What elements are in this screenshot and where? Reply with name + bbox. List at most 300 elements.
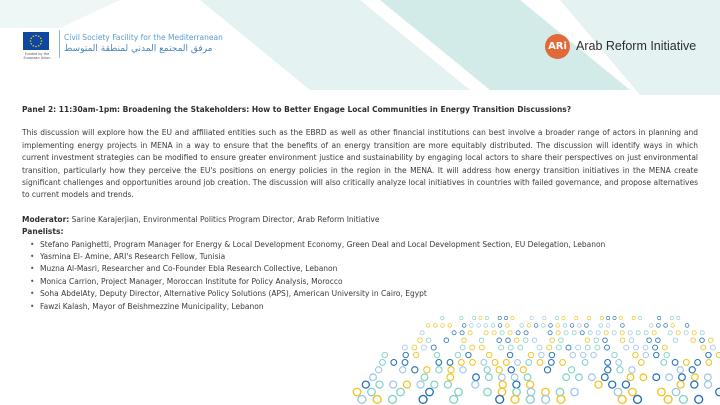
- panelist-text: Monica Carrion, Project Manager, Moroccan Institute for Policy Analysis, Morocco: [40, 276, 343, 286]
- globe-dot: [491, 324, 495, 328]
- globe-dot: [492, 331, 496, 335]
- list-item: [30, 301, 698, 313]
- globe-dot: [691, 381, 698, 388]
- globe-dot: [485, 316, 488, 319]
- globe-dot: [492, 359, 498, 365]
- globe-dot: [647, 338, 652, 343]
- globe-dot: [704, 381, 711, 388]
- globe-dot: [657, 324, 661, 328]
- panelists-list: [22, 239, 698, 313]
- eu-flag-icon: [23, 32, 49, 50]
- globe-dot: [462, 338, 467, 343]
- globe-dot: [550, 338, 555, 343]
- globe-dot: [537, 345, 542, 350]
- bullet-icon: •: [30, 252, 35, 262]
- globe-dot: [706, 352, 711, 357]
- eu-star-icon: [30, 40, 32, 42]
- globe-dot: [370, 374, 377, 381]
- globe-dot: [498, 316, 501, 319]
- globe-dot: [403, 352, 408, 357]
- globe-dot: [426, 338, 431, 343]
- globe-dot: [700, 331, 704, 335]
- globe-dot: [506, 338, 511, 343]
- bullet-icon: •: [30, 301, 35, 311]
- globe-dot: [636, 331, 640, 335]
- globe-dot: [515, 359, 521, 365]
- globe-dot: [524, 331, 528, 335]
- globe-dot: [390, 381, 397, 388]
- globe-dot: [497, 338, 502, 343]
- globe-dot: [541, 324, 545, 328]
- globe-dot: [679, 395, 687, 403]
- globe-dot: [441, 316, 444, 319]
- globe-dot: [556, 324, 560, 328]
- globe-dot: [614, 388, 622, 396]
- globe-dot: [677, 381, 684, 388]
- globe-dot: [527, 381, 534, 388]
- globe-dot: [532, 338, 537, 343]
- globe-dot: [419, 395, 427, 403]
- globe-dot: [524, 374, 531, 381]
- globe-dot: [562, 316, 565, 319]
- globe-dot: [412, 345, 417, 350]
- globe-dot: [638, 359, 644, 365]
- globe-dot: [447, 374, 454, 381]
- globe-dot: [543, 316, 546, 319]
- globe-dot: [673, 338, 678, 343]
- ari-logo-icon: ARi: [545, 34, 570, 59]
- globe-dot: [704, 374, 711, 381]
- globe-dot: [653, 345, 658, 350]
- globe-dot: [676, 331, 680, 335]
- globe-dot: [595, 381, 602, 388]
- bullet-icon: •: [30, 276, 35, 286]
- globe-dot: [441, 324, 445, 328]
- globe-dot: [692, 331, 696, 335]
- globe-dot: [362, 381, 369, 388]
- globe-dot: [599, 324, 603, 328]
- globe-dot: [668, 331, 672, 335]
- globe-dot: [470, 345, 475, 350]
- bullet-icon: •: [30, 289, 35, 299]
- globe-dot: [496, 395, 504, 403]
- eu-star-icon: [30, 38, 32, 40]
- eu-caption: Funded by the European Union: [23, 52, 51, 60]
- globe-dot: [570, 352, 575, 357]
- globe-dot: [654, 352, 659, 357]
- globe-dot: [436, 359, 442, 365]
- globe-dot: [589, 374, 596, 381]
- globe-dot: [685, 324, 689, 328]
- globe-dot: [526, 395, 534, 403]
- globe-dot: [389, 395, 397, 403]
- globe-dot: [557, 395, 565, 403]
- globe-dot: [444, 381, 451, 388]
- globe-dot: [539, 352, 544, 357]
- panel-title: Panel 2: 11:30am-1pm: Broadening the Stakeholders: How to Better Engage Local Communities in Energy Transition Discussions?: [22, 105, 572, 114]
- globe-dot: [559, 338, 564, 343]
- globe-dot: [548, 331, 552, 335]
- globe-dot: [700, 338, 705, 343]
- globe-dot: [424, 367, 430, 373]
- eu-star-icon: [30, 43, 32, 45]
- globe-dot: [484, 324, 488, 328]
- globe-dot: [594, 338, 599, 343]
- list-item: [30, 288, 698, 300]
- panel-description: This discussion will explore how the EU and affiliated entities such as the EBRD as well as other financial institutions can best involve a broader range of actors in planning and implementing energy projects in MENA in a way to ensure that the benefits of an energy transition are more equitably distributed. The discussion will identify ways in which current investment strategies can be modified to ensure greater environment justice and sustainability by engaging local actors to share their perspectives on just environmental transition, particularly how they perceive the EU's positions on energy policies in the region in the MENA. It will address how energy transition initiatives in the MENA create significant challenges and opportunities around job creation. The discussion will also critically analyze local initiatives in countries with failed governance, and propose alternatives to current models and trends.: [22, 128, 698, 200]
- globe-dot: [511, 374, 518, 381]
- globe-dot: [571, 388, 579, 396]
- panelist-text: Soha AbdelAty, Deputy Director, Alternative Policy Solutions (APS), American University in Cairo, Egypt: [40, 289, 427, 299]
- globe-dot: [679, 374, 686, 381]
- globe-dot: [619, 316, 622, 319]
- globe-dot: [508, 331, 512, 335]
- globe-dot: [496, 367, 502, 373]
- eu-star-icon: [35, 35, 37, 37]
- globe-dot: [706, 359, 712, 365]
- globe-dot: [479, 338, 484, 343]
- globe-dot: [508, 367, 514, 373]
- globe-dot: [672, 388, 680, 396]
- globe-dot: [643, 352, 648, 357]
- globe-dot: [580, 331, 584, 335]
- globe-dot: [640, 374, 647, 381]
- globe-dot: [606, 316, 609, 319]
- globe-dot: [591, 352, 596, 357]
- globe-dot: [618, 395, 626, 403]
- globe-dot: [701, 345, 706, 350]
- globe-dot: [507, 352, 512, 357]
- globe-dot: [450, 395, 458, 403]
- globe-dot: [511, 316, 514, 319]
- globe-dot: [523, 338, 528, 343]
- globe-dot: [417, 381, 424, 388]
- globe-dot: [633, 345, 638, 350]
- globe-dot: [716, 388, 720, 396]
- globe-dot: [604, 331, 608, 335]
- globe-dot: [400, 367, 406, 373]
- eu-star-icon: [38, 45, 40, 47]
- logo-divider: [59, 30, 60, 58]
- globe-dot: [513, 388, 521, 396]
- eu-star-icon: [33, 45, 35, 47]
- dot-globe-graphic: [353, 316, 720, 403]
- globe-dot: [563, 374, 570, 381]
- globe-dot: [472, 381, 479, 388]
- header: [0, 0, 720, 90]
- globe-dot: [588, 331, 592, 335]
- globe-dot: [605, 367, 611, 373]
- globe-dot: [353, 388, 361, 396]
- panelist-text: Yasmina El- Amine, ARI's Research Fellow, Tunisia: [40, 252, 226, 262]
- globe-dot: [520, 324, 524, 328]
- globe-dot: [563, 324, 567, 328]
- globe-dot: [638, 316, 641, 319]
- globe-dot: [434, 324, 438, 328]
- globe-dot: [380, 359, 386, 365]
- globe-dot: [436, 367, 442, 373]
- ari-name: Arab Reform Initiative: [576, 39, 697, 53]
- globe-dot: [661, 359, 667, 365]
- bullet-icon: •: [30, 264, 35, 274]
- globe-dot: [613, 316, 616, 319]
- eu-star-icon: [40, 43, 42, 45]
- globe-dot: [376, 381, 383, 388]
- globe-dot: [403, 381, 410, 388]
- globe-dot: [629, 367, 635, 373]
- globe-dot: [576, 345, 581, 350]
- globe-dot: [677, 316, 680, 319]
- globe-dot: [479, 316, 482, 319]
- globe-dot: [644, 331, 648, 335]
- globe-dot: [606, 324, 610, 328]
- moderator-label: Moderator:: [22, 214, 70, 224]
- globe-dot: [664, 352, 669, 357]
- eu-star-icon: [35, 46, 37, 48]
- panel-content: [22, 104, 698, 313]
- globe-dot: [620, 338, 625, 343]
- globe-dot: [447, 359, 453, 365]
- globe-dot: [473, 374, 480, 381]
- globe-dot: [426, 324, 430, 328]
- globe-dot: [520, 367, 526, 373]
- globe-dot: [375, 367, 381, 373]
- globe-dot: [473, 316, 476, 319]
- globe-dot: [515, 338, 520, 343]
- globe-dot: [556, 331, 560, 335]
- globe-dot: [448, 367, 454, 373]
- globe-dot: [530, 316, 533, 319]
- globe-dot: [587, 316, 590, 319]
- globe-dot: [601, 374, 608, 381]
- list-item: [30, 276, 698, 288]
- csf-name-arabic: مرفق المجتمع المدني لمنطقة المتوسط: [64, 44, 213, 54]
- globe-dot: [458, 359, 464, 365]
- globe-dot: [391, 359, 397, 365]
- globe-dot: [672, 359, 678, 365]
- globe-dot: [516, 331, 520, 335]
- globe-dot: [628, 331, 632, 335]
- globe-dot: [710, 345, 715, 350]
- globe-dot: [527, 324, 531, 328]
- globe-dot: [455, 352, 460, 357]
- globe-dot: [503, 359, 509, 365]
- globe-dot: [677, 367, 683, 373]
- globe-dot: [612, 352, 617, 357]
- globe-dot: [487, 352, 492, 357]
- eu-star-icon: [40, 38, 42, 40]
- list-item: [30, 263, 698, 275]
- globe-dot: [500, 331, 504, 335]
- globe-dot: [643, 345, 648, 350]
- globe-dot: [570, 324, 574, 328]
- globe-dot: [460, 367, 466, 373]
- eu-star-icon: [38, 35, 40, 37]
- globe-dot: [649, 324, 653, 328]
- globe-dot: [683, 359, 689, 365]
- globe-dot: [595, 345, 600, 350]
- globe-dot: [368, 388, 376, 396]
- globe-dot: [634, 395, 642, 403]
- globe-dot: [511, 395, 519, 403]
- globe-dot: [556, 345, 561, 350]
- bullet-icon: •: [30, 239, 35, 249]
- globe-dot: [596, 331, 600, 335]
- globe-dot: [555, 316, 558, 319]
- globe-dot: [477, 324, 481, 328]
- globe-dot: [627, 374, 634, 381]
- globe-dot: [656, 338, 661, 343]
- globe-dot: [716, 352, 720, 357]
- globe-dot: [542, 388, 550, 396]
- globe-dot: [603, 338, 608, 343]
- globe-dot: [421, 374, 428, 381]
- globe-dot: [691, 338, 696, 343]
- panelist-text: Fawzi Kalash, Mayor of Beishmezzine Municipality, Lebanon: [40, 301, 264, 311]
- globe-dot: [671, 324, 675, 328]
- globe-dot: [498, 374, 505, 381]
- csf-name-english: Civil Society Facility for the Mediterranean: [64, 33, 223, 42]
- globe-dot: [534, 324, 538, 328]
- globe-dot: [605, 345, 610, 350]
- panelist-text: Stefano Panighetti, Program Manager for Energy & Local Development Economy, Green Deal and Local Development Section, EU Delegation, Lebanon: [40, 239, 606, 249]
- globe-dot: [581, 352, 586, 357]
- globe-dot: [629, 338, 634, 343]
- globe-dot: [382, 352, 387, 357]
- globe-dot: [653, 374, 660, 381]
- globe-dot: [486, 374, 493, 381]
- globe-dot: [460, 345, 465, 350]
- globe-dot: [528, 352, 533, 357]
- globe-dot: [542, 395, 550, 403]
- globe-dot: [434, 352, 439, 357]
- globe-dot: [689, 367, 695, 373]
- globe-dot: [658, 388, 666, 396]
- moderator-line: [22, 214, 698, 226]
- list-item: [30, 239, 698, 251]
- globe-dot: [499, 381, 506, 388]
- globe-dot: [498, 324, 502, 328]
- globe-dot: [695, 395, 703, 403]
- globe-dot: [549, 352, 554, 357]
- globe-dot: [548, 359, 554, 365]
- globe-dot: [470, 324, 474, 328]
- globe-dot: [484, 331, 488, 335]
- globe-dot: [426, 388, 434, 396]
- globe-dot: [709, 338, 714, 343]
- globe-dot: [692, 374, 699, 381]
- globe-dot: [564, 331, 568, 335]
- globe-dot: [455, 388, 463, 396]
- globe-dot: [418, 338, 423, 343]
- globe-dot: [373, 395, 381, 403]
- globe-dot: [448, 324, 452, 328]
- globe-dot: [605, 359, 611, 365]
- globe-dot: [402, 345, 407, 350]
- globe-dot: [576, 374, 583, 381]
- list-item: [30, 251, 698, 263]
- globe-dot: [499, 345, 504, 350]
- globe-dot: [585, 324, 589, 328]
- globe-dot: [577, 324, 581, 328]
- globe-dot: [431, 345, 436, 350]
- globe-dot: [422, 345, 427, 350]
- globe-dot: [620, 331, 624, 335]
- moderator-name: Sarine Karajerjian, Environmental Politics Program Director, Arab Reform Initiative: [71, 214, 380, 224]
- globe-dot: [585, 345, 590, 350]
- globe-dot: [526, 359, 532, 365]
- globe-dot: [582, 359, 588, 365]
- globe-dot: [624, 345, 629, 350]
- globe-dot: [572, 331, 576, 335]
- globe-dot: [633, 352, 638, 357]
- globe-dot: [444, 338, 449, 343]
- globe-dot: [622, 381, 629, 388]
- globe-dot: [518, 345, 523, 350]
- globe-dot: [481, 359, 487, 365]
- globe-dot: [452, 331, 456, 335]
- globe-dot: [479, 345, 484, 350]
- globe-dot: [460, 331, 464, 335]
- globe-dot: [547, 345, 552, 350]
- globe-dot: [498, 388, 506, 396]
- globe-dot: [652, 331, 656, 335]
- globe-dot: [420, 331, 424, 335]
- globe-dot: [556, 388, 564, 396]
- globe-dot: [468, 331, 472, 335]
- globe-dot: [560, 359, 566, 365]
- globe-dot: [684, 331, 688, 335]
- globe-dot: [504, 316, 507, 319]
- eu-star-icon: [33, 35, 35, 37]
- globe-dot: [609, 381, 616, 388]
- globe-dot: [658, 316, 661, 319]
- globe-dot: [460, 316, 463, 319]
- globe-dot: [612, 331, 616, 335]
- globe-dot: [484, 367, 490, 373]
- globe-dot: [544, 367, 550, 373]
- globe-dot: [632, 316, 635, 319]
- globe-dot: [358, 395, 366, 403]
- globe-dot: [662, 345, 667, 350]
- globe-dot: [629, 388, 637, 396]
- globe-dot: [670, 316, 673, 319]
- globe-dot: [695, 359, 701, 365]
- globe-dot: [575, 316, 578, 319]
- globe-dot: [431, 381, 438, 388]
- globe-dot: [666, 374, 673, 381]
- globe-dot: [664, 324, 668, 328]
- eu-star-icon: [41, 40, 43, 42]
- globe-dot: [462, 324, 466, 328]
- globe-dot: [537, 359, 543, 365]
- globe-dot: [397, 388, 405, 396]
- panelist-text: Muzna Al-Masri, Researcher and Co-Founder Ebla Research Collective, Lebanon: [40, 264, 338, 274]
- globe-dot: [527, 388, 535, 396]
- globe-dot: [664, 395, 672, 403]
- globe-dot: [508, 345, 513, 350]
- globe-dot: [412, 367, 418, 373]
- globe-dot: [585, 338, 590, 343]
- panelists-label: Panelists:: [22, 227, 64, 237]
- globe-dot: [549, 324, 553, 328]
- globe-dot: [600, 316, 603, 319]
- globe-dot: [505, 324, 509, 328]
- globe-dot: [616, 359, 622, 365]
- globe-dot: [484, 388, 492, 396]
- globe-dot: [568, 367, 574, 373]
- globe-dot: [513, 381, 520, 388]
